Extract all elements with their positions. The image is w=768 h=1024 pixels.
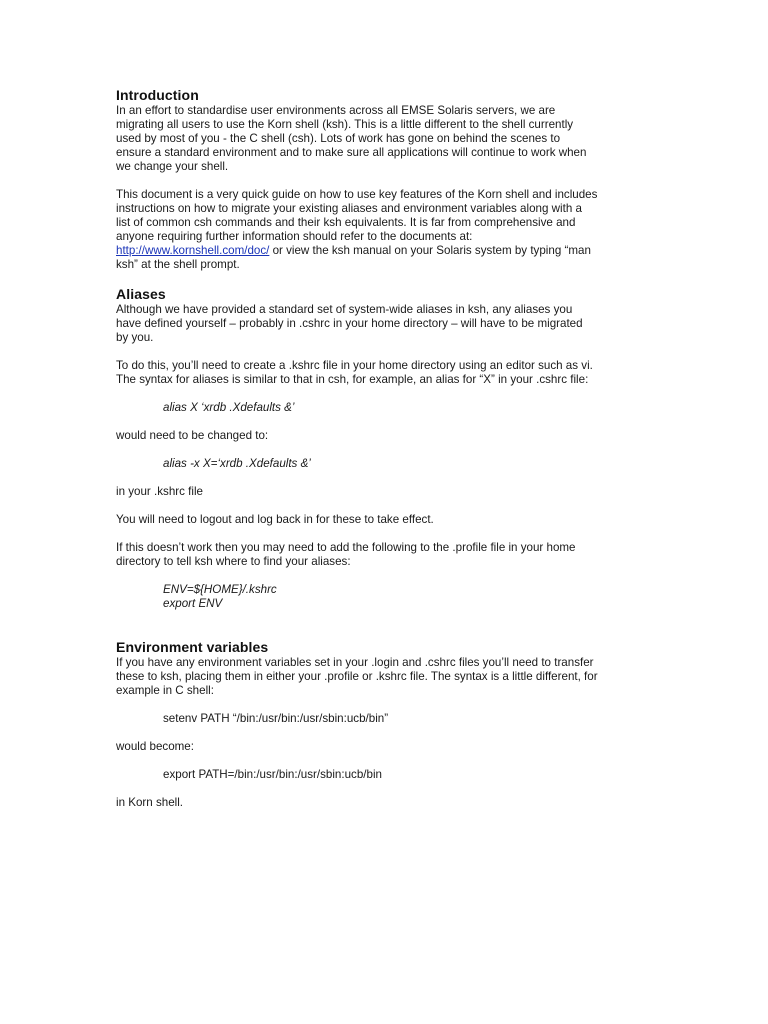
code-example-setenv: setenv PATH “/bin:/usr/bin:/usr/sbin:ucb/bin” [163,712,389,725]
text-line: list of common csh commands and their ksh equivalents. It is far from comprehensive and [116,216,576,229]
text-line: directory to tell ksh where to find your aliases: [116,555,351,568]
document-content [116,87,661,810]
code-example-ksh-alias: alias -x X=‘xrdb .Xdefaults &’ [163,457,311,470]
text-line: To do this, you’ll need to create a .kshrc file in your home directory using an editor such as vi. [116,359,593,372]
text-line: If this doesn’t work then you may need to add the following to the .profile file in your home [116,541,576,554]
text-would-become: would become: [116,740,194,753]
text-changed-to: would need to be changed to: [116,429,269,442]
text-in-korn-shell: in Korn shell. [116,796,184,809]
text-in-kshrc: in your .kshrc file [116,485,203,498]
code-line: export ENV [163,597,223,610]
text-line: instructions on how to migrate your existing aliases and environment variables along with a [116,202,582,215]
text-line: migrating all users to use the Korn shell (ksh). This is a little different to the shell currently [116,118,574,131]
section-heading-introduction: Introduction [116,87,199,103]
section-heading-aliases: Aliases [116,286,166,302]
text-logout: You will need to logout and log back in for these to take effect. [116,513,434,526]
text-line: If you have any environment variables set in your .login and .cshrc files you’ll need to transfer [116,656,594,669]
env-paragraph-1 [116,656,661,698]
aliases-paragraph-3 [116,541,661,569]
text-line: used by most of you - the C shell (csh). Lots of work has gone on behind the scenes to [116,132,561,145]
text-line: or view the ksh manual on your Solaris system by typing “man [269,244,591,257]
text-line: The syntax for aliases is similar to that in csh, for example, an alias for “X” in your .cshrc file: [116,373,589,386]
text-line: ensure a standard environment and to make sure all applications will continue to work when [116,146,587,159]
aliases-paragraph-2 [116,359,661,387]
section-heading-environment-variables: Environment variables [116,639,269,655]
code-example-env [116,583,661,611]
text-line: Although we have provided a standard set of system-wide aliases in ksh, any aliases you [116,303,573,316]
text-line: example in C shell: [116,684,214,697]
aliases-paragraph-1 [116,303,661,345]
text-line: This document is a very quick guide on how to use key features of the Korn shell and includes [116,188,598,201]
intro-paragraph-2 [116,188,661,272]
code-line: ENV=${HOME}/.kshrc [163,583,277,596]
kornshell-doc-link[interactable]: http://www.kornshell.com/doc/ [116,244,270,257]
text-line: by you. [116,331,154,344]
text-line: In an effort to standardise user environments across all EMSE Solaris servers, we are [116,104,556,117]
text-line: have defined yourself – probably in .cshrc in your home directory – will have to be migrated [116,317,583,330]
text-line: anyone requiring further information should refer to the documents at: [116,230,473,243]
code-example-csh-alias: alias X ‘xrdb .Xdefaults &’ [163,401,295,414]
text-line: these to ksh, placing them in either your .profile or .kshrc file. The syntax is a little different, for [116,670,598,683]
code-example-export: export PATH=/bin:/usr/bin:/usr/sbin:ucb/bin [163,768,382,781]
intro-paragraph-1 [116,104,661,174]
text-line: we change your shell. [116,160,229,173]
text-line: ksh” at the shell prompt. [116,258,240,271]
